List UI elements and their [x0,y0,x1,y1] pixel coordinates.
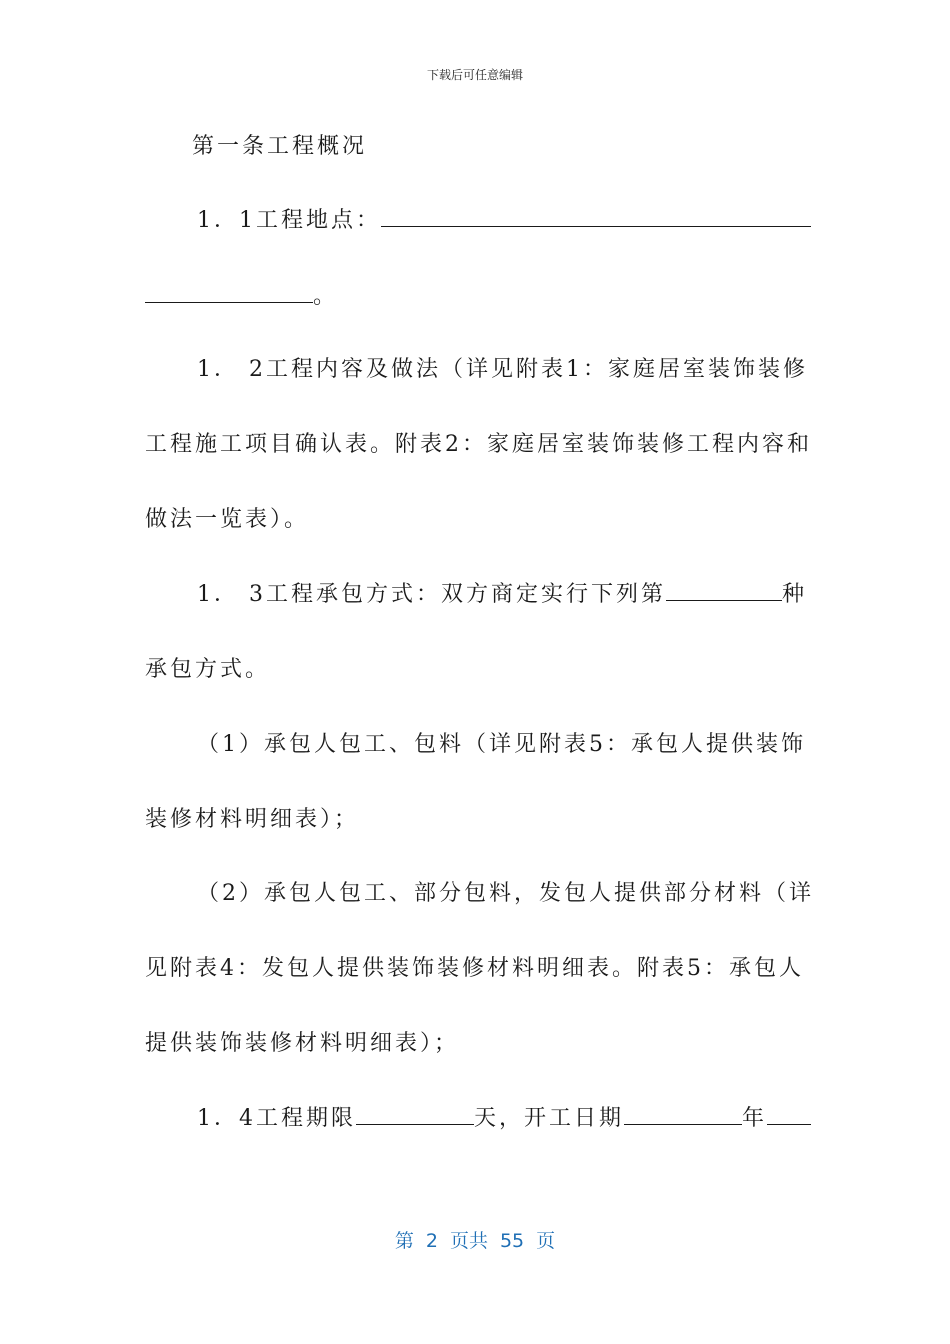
header-note: 下载后可任意编辑 [426,68,523,82]
option-2-line3: 提供装饰装修材料明细表）； [145,1031,460,1056]
clause-1-3-suffix: 种 [782,582,808,607]
clause-1-3-line2: 承包方式。 [145,657,271,682]
clause-1-1-continued [145,282,338,312]
days-blank [356,1104,474,1125]
footer-page-number: 2 [425,1230,438,1252]
footer-total: 55 [499,1230,525,1252]
month-blank [767,1104,811,1125]
footer-prefix: 第 [394,1230,414,1252]
clause-1-3-text: 1． 3工程承包方式：双方商定实行下列第 [197,582,666,607]
clause-1-4 [197,1104,811,1134]
clause-1-4-year: 年 [742,1106,768,1131]
clause-1-1 [197,206,811,236]
clause-1-2-line2: 工程施工项目确认表。附表2：家庭居室装饰装修工程内容和 [145,432,812,457]
clause-1-4-start: 天，开工日期 [474,1106,625,1131]
footer-mid: 页共 [449,1230,488,1252]
page-footer [0,1226,950,1253]
clause-1-3-line1 [197,580,807,610]
location-blank [381,206,811,227]
footer-suffix: 页 [536,1230,556,1252]
option-1-line2: 装修材料明细表）； [145,807,360,832]
option-2-line1: （2）承包人包工、部分包料，发包人提供部分材料（详 [197,881,814,906]
clause-1-4-label: 1．4工程期限 [197,1106,356,1131]
clause-1-1-label: 1．1工程地点： [197,208,381,233]
clause-1-1-end: 。 [313,284,339,309]
section-heading: 第一条工程概况 [192,134,368,159]
option-2-line2: 见附表4：发包人提供装饰装修材料明细表。附表5：承包人 [145,956,804,981]
option-1-line1: （1）承包人包工、包料（详见附表5：承包人提供装饰 [197,732,806,757]
method-blank [666,580,782,601]
clause-1-2-line1: 1． 2工程内容及做法（详见附表1：家庭居室装饰装修 [197,357,808,382]
year-blank [624,1104,742,1125]
clause-1-2-line3: 做法一览表）。 [145,507,310,532]
location-blank-2 [145,282,313,303]
